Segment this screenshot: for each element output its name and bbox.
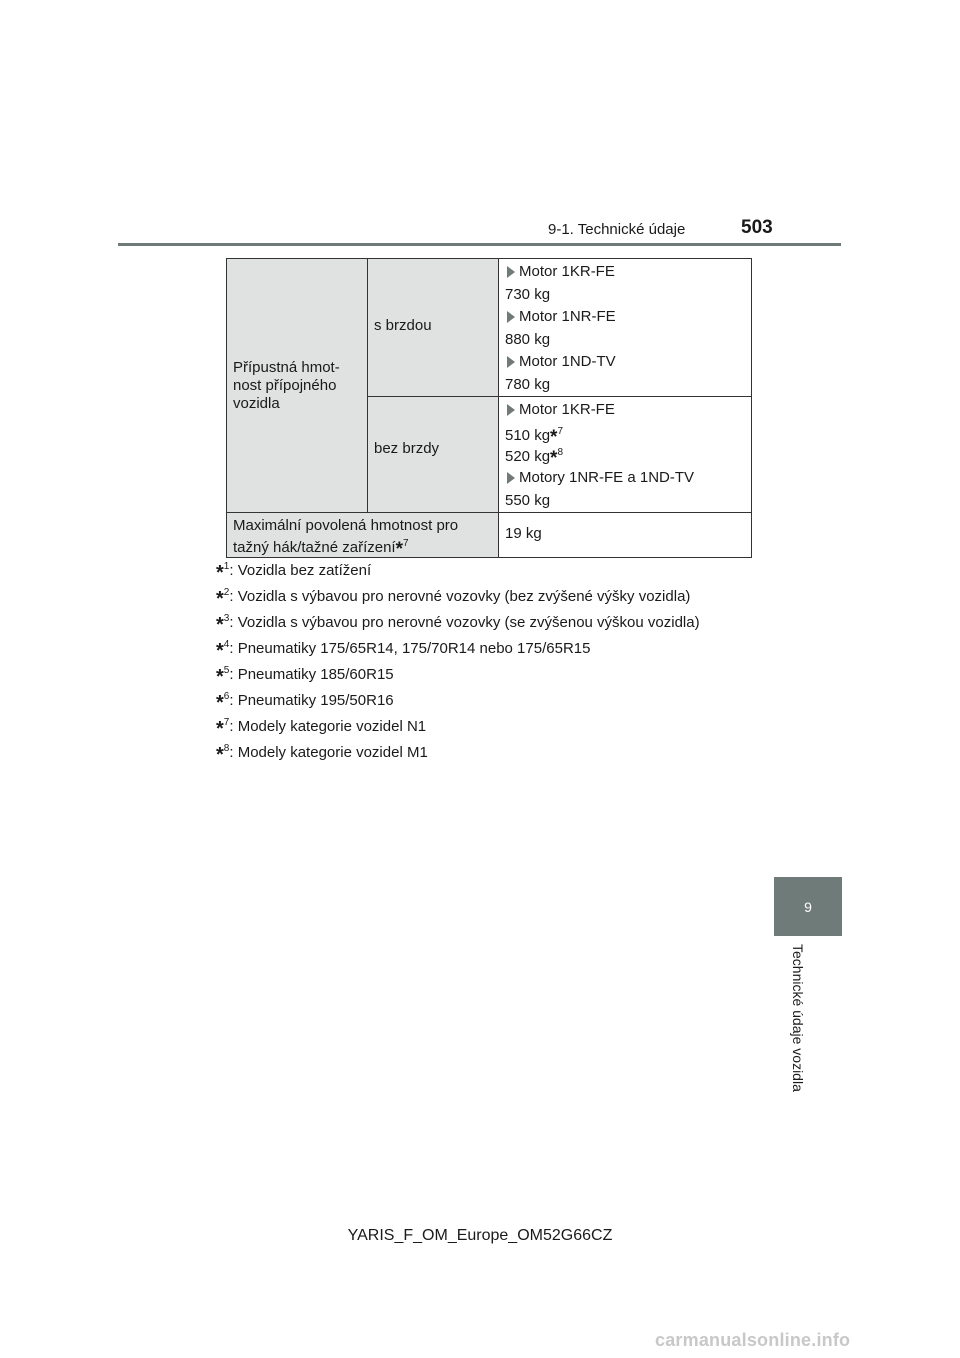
section-title: 9-1. Technické údaje [548,221,686,238]
document-code: YARIS_F_OM_Europe_OM52G66CZ [347,1227,613,1244]
triangle-right-icon [507,356,515,368]
page-number: 503 [741,217,773,238]
footnote-item [216,556,700,582]
footnote-asterisk: * [550,427,558,448]
weight-value: 880 kg [505,331,551,348]
engine-label: Motor 1KR-FE [519,401,615,418]
footnote-text: : Pneumatiky 195/50R16 [229,692,394,709]
hitch-label-cell [227,513,499,558]
footnote-text: : Pneumatiky 175/65R14, 175/70R14 nebo 175/65R15 [229,640,591,657]
list-item [505,353,745,371]
footnote-number: 2 [223,587,230,598]
triangle-right-icon [507,472,515,484]
footnote-number: 7 [223,717,230,728]
with-brakes-label: s brzdou [374,317,432,334]
header-divider [118,243,841,246]
trailer-weight-label: Přípustná hmot- nost přípojného vozidla [233,358,340,412]
footnote-asterisk: * [216,718,224,740]
footnote-item [216,634,700,660]
footnote-text: : Vozidla s výbavou pro nerovné vozovky (se zvýšenou výškou vozidla) [229,614,700,631]
footnote-asterisk: * [216,666,224,688]
footnote-asterisk: * [216,614,224,636]
footnote-text: : Vozidla bez zatížení [229,562,372,579]
footnote-number: 1 [223,561,230,572]
footnote-number: 4 [223,639,230,650]
hitch-label-text: tažný hák/tažné zařízení [233,539,396,556]
footnote-item [216,738,700,764]
weight-value [505,444,745,469]
chapter-number: 9 [804,898,812,915]
hitch-value: 19 kg [505,525,542,542]
footnote-item [216,608,700,634]
footnote-asterisk: * [550,448,558,469]
trailer-weight-label-cell [227,259,368,513]
footnote-item [216,686,700,712]
footnote-asterisk: * [216,562,224,584]
footnote-asterisk: * [216,692,224,714]
without-brakes-label-cell [368,397,499,513]
list-item [505,401,745,419]
triangle-right-icon [507,404,515,416]
without-brakes-label: bez brzdy [374,440,440,457]
triangle-right-icon [507,311,515,323]
weight-value: 780 kg [505,376,551,393]
engine-label: Motor 1ND-TV [519,353,616,370]
footnote-asterisk: * [216,588,224,610]
without-brakes-values [499,397,752,513]
footnotes [216,556,700,764]
list-item [505,263,745,281]
footnote-item [216,712,700,738]
triangle-right-icon [507,266,515,278]
footnote-asterisk: * [395,539,403,560]
with-brakes-label-cell [368,259,499,397]
footnote-number: 5 [223,665,230,676]
footnote-ref: 7 [557,426,564,437]
footnote-text: : Vozidla s výbavou pro nerovné vozovky (bez zvýšené výšky vozidla) [229,588,691,605]
engine-label: Motory 1NR-FE a 1ND-TV [519,469,695,486]
list-item [505,469,745,487]
footnote-text: : Pneumatiky 185/60R15 [229,666,394,683]
chapter-label: Technické údaje vozidla [790,944,806,1092]
list-item [505,308,745,326]
footnote-ref: 8 [557,447,564,458]
hitch-value-cell [499,513,752,558]
weight-value [505,423,745,448]
footnote-number: 6 [223,691,230,702]
chapter-tab [774,877,842,936]
footnote-asterisk: * [216,744,224,766]
hitch-label-line2 [233,535,492,560]
footnote-number: 3 [223,613,230,624]
footnote-item [216,660,700,686]
weight-value-text: 510 kg [505,427,551,444]
footnote-number: 8 [223,743,230,754]
engine-label: Motor 1NR-FE [519,308,616,325]
trailer-weight-table [226,258,752,558]
footnote-text: : Modely kategorie vozidel M1 [229,744,428,761]
weight-value: 730 kg [505,286,551,303]
weight-value-text: 520 kg [505,448,551,465]
footnote-asterisk: * [216,640,224,662]
footnote-text: : Modely kategorie vozidel N1 [229,718,427,735]
footnote-item [216,582,700,608]
with-brakes-values [499,259,752,397]
weight-value: 550 kg [505,492,551,509]
footnote-ref: 7 [403,538,409,549]
engine-label: Motor 1KR-FE [519,263,615,280]
hitch-label-line1: Maximální povolená hmotnost pro [233,517,459,534]
watermark: carmanualsonline.info [655,1330,851,1350]
